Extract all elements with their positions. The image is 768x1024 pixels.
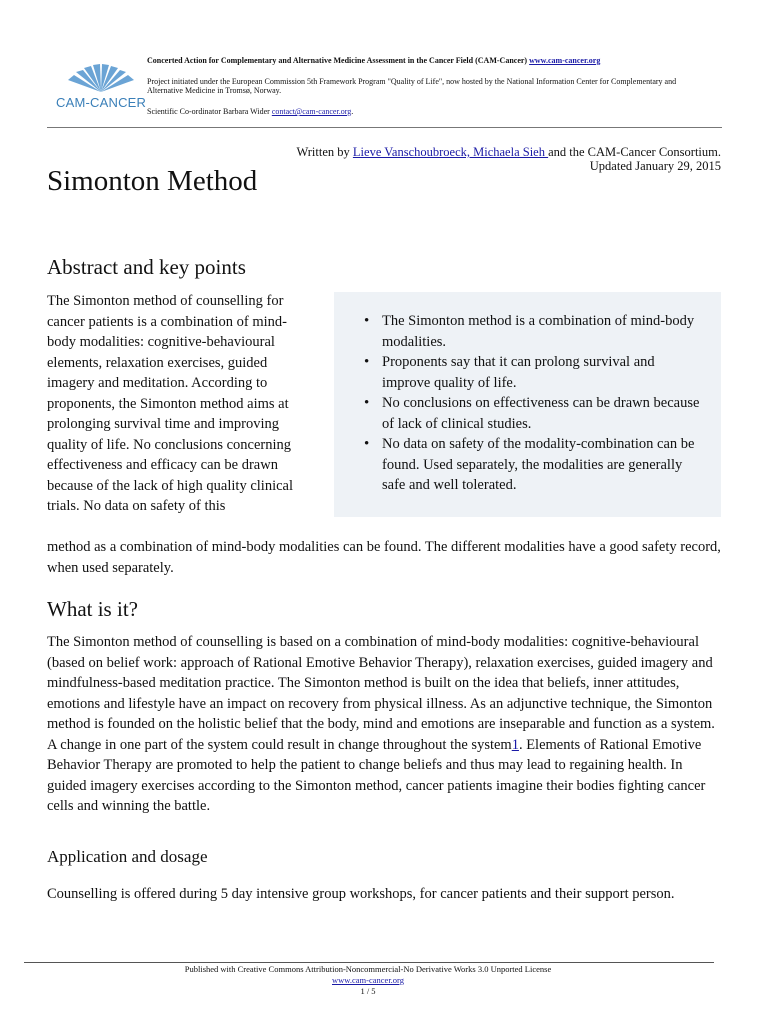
what-text-before: The Simonton method of counselling is based on a combination of mind-body modalities: cognitive-behavioural (based on belief work: approach of Rational Emotive Behavior Therapy), relaxation exercises, guided imagery and mindfulness-based meditation practice. The Simonton method is built on the idea that beliefs, inner attitudes, emotions and lifestyle have an impact on recovery from physical illness. As an adjunctive technique, the Simonton method is founded on the holistic belief that the body, mind and emotions are inseparable and function as a system. A change in one part of the system could result in change throughout the system <box>47 634 715 753</box>
key-point: • Proponents say that it can prolong survival and improve quality of life. <box>364 352 704 393</box>
what-paragraph <box>47 632 725 817</box>
consortium-text: and the CAM-Cancer Consortium. <box>548 145 721 159</box>
written-by-label: Written by <box>296 145 350 159</box>
header-site-link[interactable]: www.cam-cancer.org <box>529 56 601 65</box>
coordinator-email-link[interactable]: contact@cam-cancer.org <box>271 107 352 116</box>
coordinator-text: Scientific Co-ordinator Barbara Wider <box>147 107 270 116</box>
byline <box>296 145 721 173</box>
what-heading: What is it? <box>47 597 138 621</box>
footer-link-wrap <box>0 975 736 985</box>
abstract-text: The Simonton method of counselling for cancer patients is a combination of mind-body modalities: cognitive-behavioural elements, relaxation exercises, guided imagery and meditation. According to proponents, the Simonton method aims at prolonging survival time and improving quality of life. No conclusions concerning effectiveness and efficacy can be drawn because of the lack of high quality clinical trials. No data on safety of this <box>47 293 294 514</box>
abstract-heading: Abstract and key points <box>47 255 246 279</box>
key-point: • No conclusions on effectiveness can be drawn because of lack of clinical studies. <box>364 393 704 434</box>
authors-link[interactable]: Lieve Vanschoubroeck, Michaela Sieh <box>352 145 549 159</box>
header-title-text: Concerted Action for Complementary and Alternative Medicine Assessment in the Cancer Field (CAM-Cancer) <box>147 56 528 65</box>
footer-license: Published with Creative Commons Attribution-Noncommercial-No Derivative Works 3.0 Unported License <box>184 964 552 974</box>
what-text-after: . Elements of Rational Emotive Behavior Therapy are promoted to help the patient to change beliefs and thus may lead to regaining health. In guided imagery exercises according to the Simonton method, cancer patients imagine their bodies fighting cancer cells and winning the battle. <box>47 736 706 814</box>
page-title: Simonton Method <box>47 165 258 197</box>
reference-link[interactable]: 1 <box>511 736 519 753</box>
logo-text: CAM-CANCER <box>56 95 147 110</box>
header-divider <box>47 127 722 128</box>
updated-date: Updated January 29, 2015 <box>589 159 721 173</box>
key-points-list <box>364 311 704 496</box>
byline-authors-line <box>296 145 721 159</box>
footer-site-link[interactable]: www.cam-cancer.org <box>332 975 404 985</box>
footer-divider <box>24 962 714 963</box>
application-heading: Application and dosage <box>47 847 208 866</box>
header-project: Project initiated under the European Commission 5th Framework Program "Quality of Life", now hosted by the National Information Center for Complementary and Alternative Medicine in Tromsø, Norway. <box>147 77 677 95</box>
application-paragraph: Counselling is offered during 5 day intensive group workshops, for cancer patients and their support person. <box>47 886 675 902</box>
key-point: • No data on safety of the modality-combination can be found. Used separately, the modalities are generally safe and well tolerated. <box>364 434 704 496</box>
page-number: 1 / 5 <box>360 986 376 996</box>
coordinator-end: . <box>351 107 354 116</box>
abstract-text-continued: method as a combination of mind-body modalities can be found. The different modalities have a good safety record, when used separately. <box>47 539 721 576</box>
header-coordinator <box>147 107 707 116</box>
key-points-box <box>334 292 721 517</box>
key-point: • The Simonton method is a combination of mind-body modalities. <box>364 311 704 352</box>
header-title <box>147 56 707 65</box>
